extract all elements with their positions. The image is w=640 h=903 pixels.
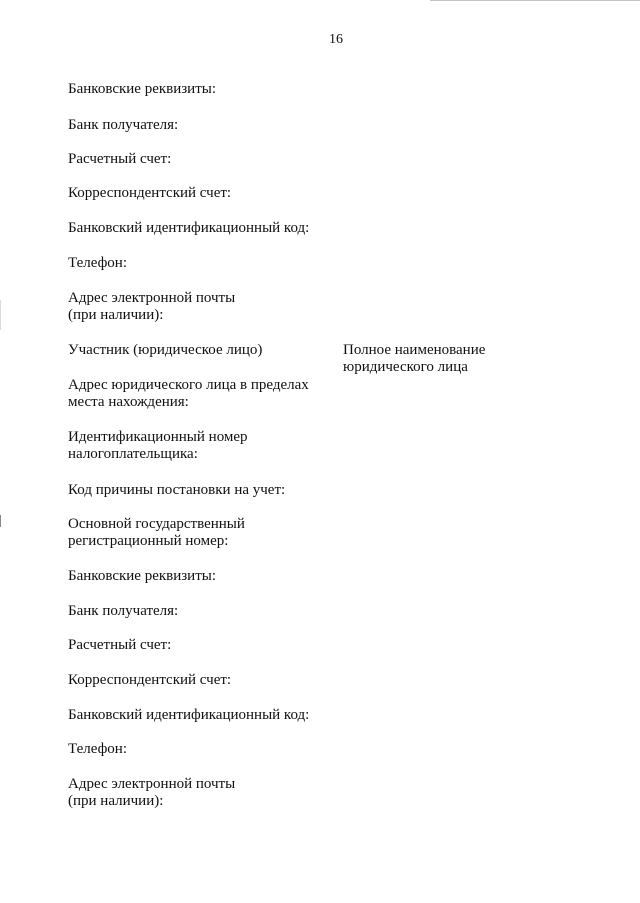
correspondent-account-label: Корреспондентский счет:	[68, 672, 232, 688]
legal-address-label-line1: Адрес юридического лица в пределах	[68, 377, 309, 393]
participant-name-line2: юридического лица	[343, 359, 468, 375]
inn-label-line1: Идентификационный номер	[68, 429, 248, 445]
page-number: 16	[329, 32, 343, 47]
settlement-account-label: Расчетный счет:	[68, 637, 172, 653]
email-label-line1: Адрес электронной почты	[68, 776, 236, 792]
bank-details-label: Банковские реквизиты:	[68, 568, 217, 584]
ogrn-label-line2: регистрационный номер:	[68, 533, 229, 549]
bic-label: Банковский идентификационный код:	[68, 220, 310, 236]
participant-label: Участник (юридическое лицо)	[68, 342, 263, 358]
kpp-label: Код причины постановки на учет:	[68, 482, 286, 498]
email-label-line2: (при наличии):	[68, 793, 164, 809]
bank-details-label: Банковские реквизиты:	[68, 81, 217, 97]
bic-label: Банковский идентификационный код:	[68, 707, 310, 723]
scan-edge-mark	[430, 0, 640, 1]
email-label-line2: (при наличии):	[68, 307, 164, 323]
phone-label: Телефон:	[68, 741, 127, 757]
legal-address-label-line2: места нахождения:	[68, 394, 189, 410]
correspondent-account-label: Корреспондентский счет:	[68, 185, 232, 201]
recipient-bank-label: Банк получателя:	[68, 117, 179, 133]
scan-edge-mark	[0, 515, 1, 527]
settlement-account-label: Расчетный счет:	[68, 151, 172, 167]
recipient-bank-label: Банк получателя:	[68, 603, 179, 619]
ogrn-label-line1: Основной государственный	[68, 516, 245, 532]
inn-label-line2: налогоплательщика:	[68, 446, 198, 462]
phone-label: Телефон:	[68, 255, 127, 271]
email-label-line1: Адрес электронной почты	[68, 290, 236, 306]
scan-edge-mark	[0, 300, 1, 330]
participant-name-line1: Полное наименование	[343, 342, 486, 358]
